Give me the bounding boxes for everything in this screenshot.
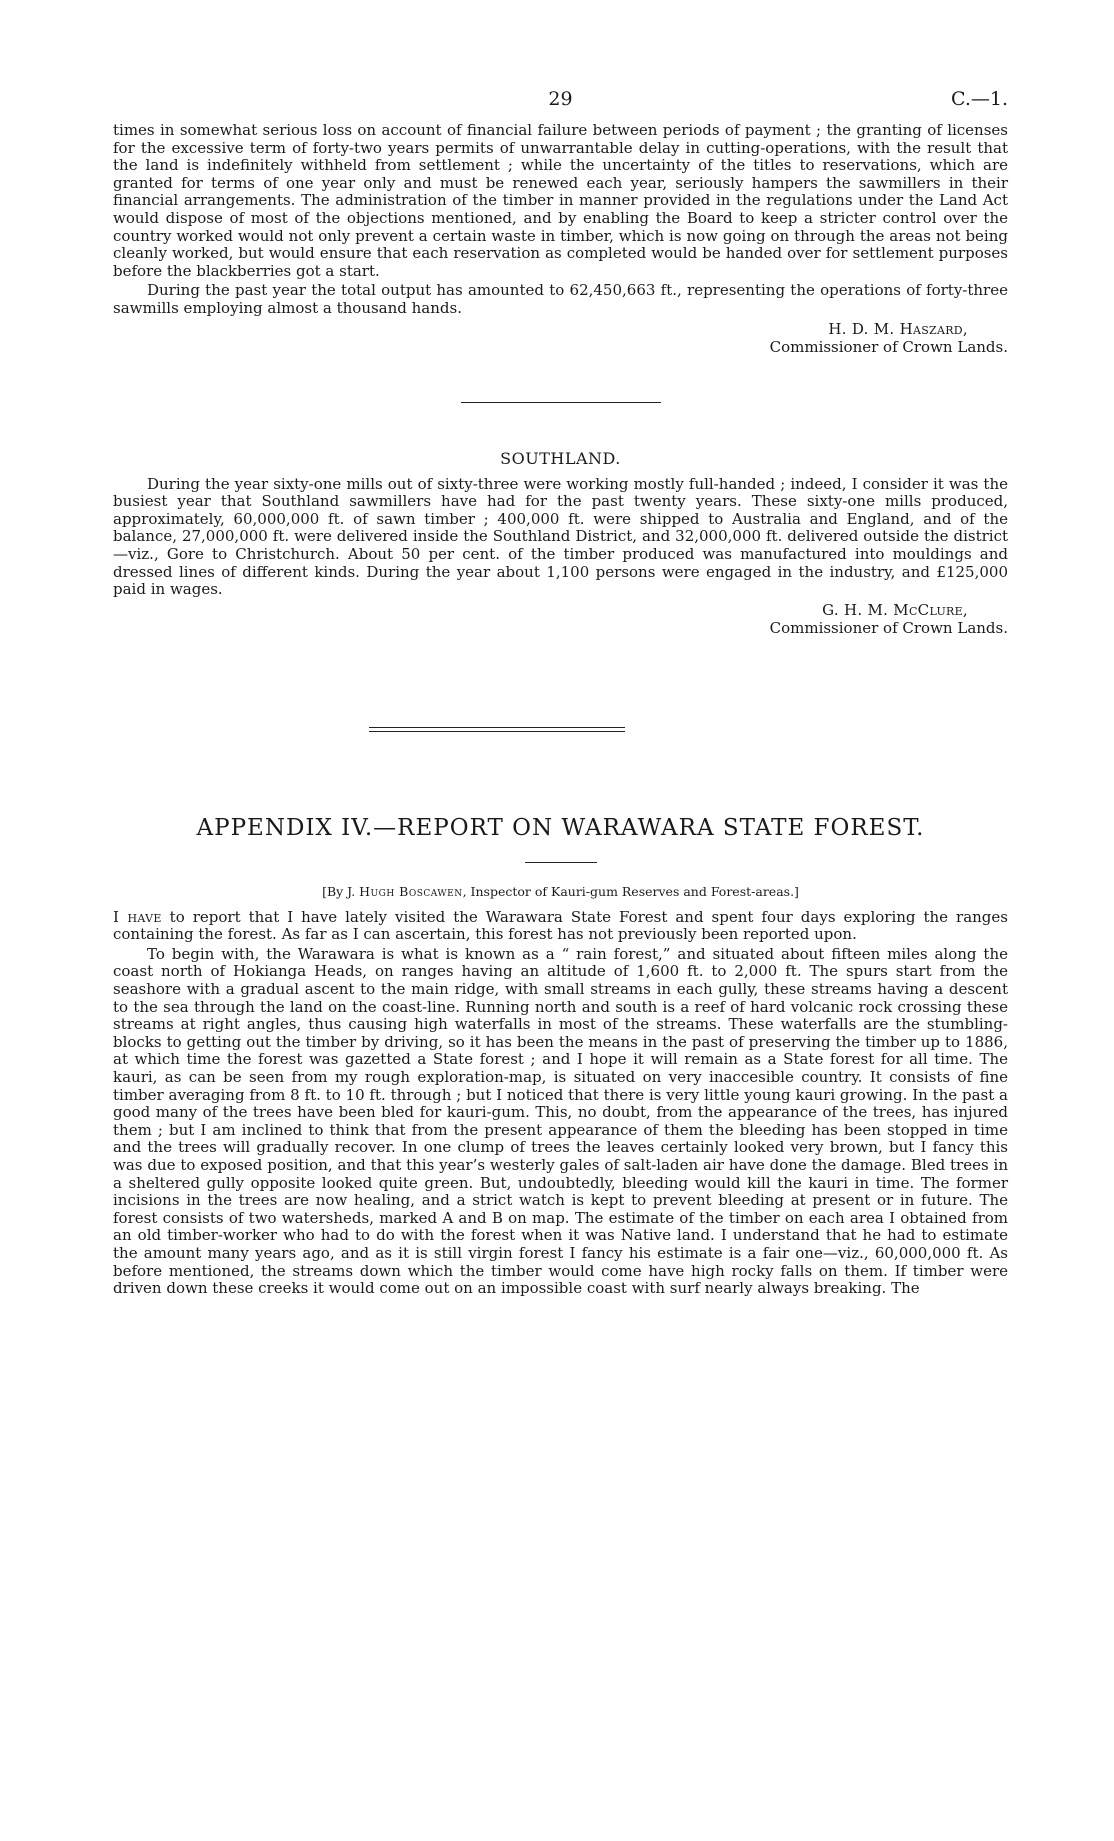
document-reference: C.—1. [950, 88, 1008, 110]
signature-name: H. D. M. Haszard, [828, 319, 968, 338]
rule-line [369, 727, 625, 728]
signature-title: Commissioner of Crown Lands. [769, 337, 1008, 356]
signature-block-mcclure [113, 601, 1008, 637]
intro-lead: I have [113, 907, 162, 926]
title-underline [525, 862, 597, 863]
continuation-paragraph: times in somewhat serious loss on account of financial failure between periods of payment ; the granting of licenses for the excessive term of forty-two years permits of unwarrantable delay in cutting-operations, with the result that the land is indefinitely withheld from settlement ; while the uncertainty of the titles to reservations, which are granted for terms of one year only and must be renewed each year, seriously hampers the sawmillers in their financial arrangements. The administration of the timber in manner provided in the regulations under the Land Act would dispose of most of the objections mentioned, and by enabling the Board to keep a stricter control over the country worked would not only prevent a certain waste in timber, which is now going on through the areas not being cleanly worked, but would ensure that each reservation as completed would be handed over for settlement purposes before the blackberries got a start. [113, 121, 1008, 280]
double-rule-divider [113, 727, 1008, 732]
output-paragraph: During the past year the total output has amounted to 62,450,663 ft., representing the operations of forty-three sawmills employing almost a thousand hands. [113, 281, 1008, 317]
signature-name: G. H. M. McClure, [822, 600, 968, 619]
intro-rest: to report that I have lately visited the Warawara State Forest and spent four days exploring the ranges containing the forest. As far as I can ascertain, this forest has not previously been reported upon. [113, 907, 1008, 944]
section-divider [461, 402, 661, 403]
southland-paragraph: During the year sixty-one mills out of sixty-three were working mostly full-handed ; indeed, I consider it was the busiest year that Southland sawmillers have had for the past twenty years. These sixty-one mills produced, approximately, 60,000,000 ft. of sawn timber ; 400,000 ft. were shipped to Australia and England, and of the balance, 27,000,000 ft. were delivered inside the Southland District, and 32,000,000 ft. delivered outside the district—viz., Gore to Christchurch. About 50 per cent. of the timber produced was manufactured into mouldings and dressed lines of different kinds. During the year about 1,100 persons were engaged in the industry, and £125,000 paid in wages. [113, 474, 1008, 599]
author-byline [113, 884, 1008, 899]
rule-line [369, 731, 625, 732]
appendix-title: APPENDIX IV.—REPORT ON WARAWARA STATE FOREST. [196, 814, 925, 841]
forest-description-paragraph: To begin with, the Warawara is what is known as a “ rain forest,” and situated about fifteen miles along the coast north of Hokianga Heads, on ranges having an altitude of 1,600 ft. to 2,000 ft. The spurs start from the seashore with a gradual ascent to the main ridge, with small streams in each gully, these streams having a descent to the sea through the land on the coast-line. Running north and south is a reef of hard volcanic rock crossing these streams at right angles, thus causing high waterfalls in most of the streams. These waterfalls are the stumbling-blocks to getting out the timber by driving, so it has been the means in the past of preserving the timber up to 1886, at which time the forest was gazetted a State forest ; and I hope it will remain as a State forest for all time. The kauri, as can be seen from my rough exploration-map, is situated on very inaccesible country. It consists of fine timber averaging from 8 ft. to 10 ft. through ; but I noticed that there is very little young kauri growing. In the past a good many of the trees have been bled for kauri-gum. This, no doubt, from the appearance of the trees, has injured them ; but I am inclined to think that from the present appearance of them the bleeding has been stopped in time and the trees will gradually recover. In one clump of trees the leaves certainly looked very brown, but I fancy this was due to exposed position, and that this year’s westerly gales of salt-laden air have done the damage. Bled trees in a sheltered gully opposite looked quite green. But, undoubtedly, bleeding would kill the kauri in time. The former incisions in the trees are now healing, and a strict watch is kept to prevent bleeding at present or in future. The forest consists of two watersheds, marked A and B on map. The estimate of the timber on each area I obtained from an old timber-worker who had to do with the forest when it was Native land. I understand that he had to estimate the amount many years ago, and as it is still virgin forest I fancy his estimate is a fair one—viz., 60,000,000 ft. As before mentioned, the streams down which the timber would come have high rocky falls on them. If timber were driven down these creeks it would come out on an impossible coast with surf nearly always breaking. The [113, 944, 1008, 1298]
signature-title: Commissioner of Crown Lands. [769, 618, 1008, 637]
document-page [113, 88, 1008, 1298]
page-number: 29 [548, 88, 573, 110]
byline-open: [By J. [322, 883, 360, 899]
signature-block-haszard [113, 320, 1008, 356]
byline-author-name: Hugh Boscawen [359, 883, 463, 899]
intro-paragraph [113, 909, 1008, 944]
byline-rest: , Inspector of Kauri-gum Reserves and Forest-areas.] [462, 883, 799, 899]
section-title-southland: SOUTHLAND. [500, 448, 621, 468]
running-header [113, 88, 1008, 122]
